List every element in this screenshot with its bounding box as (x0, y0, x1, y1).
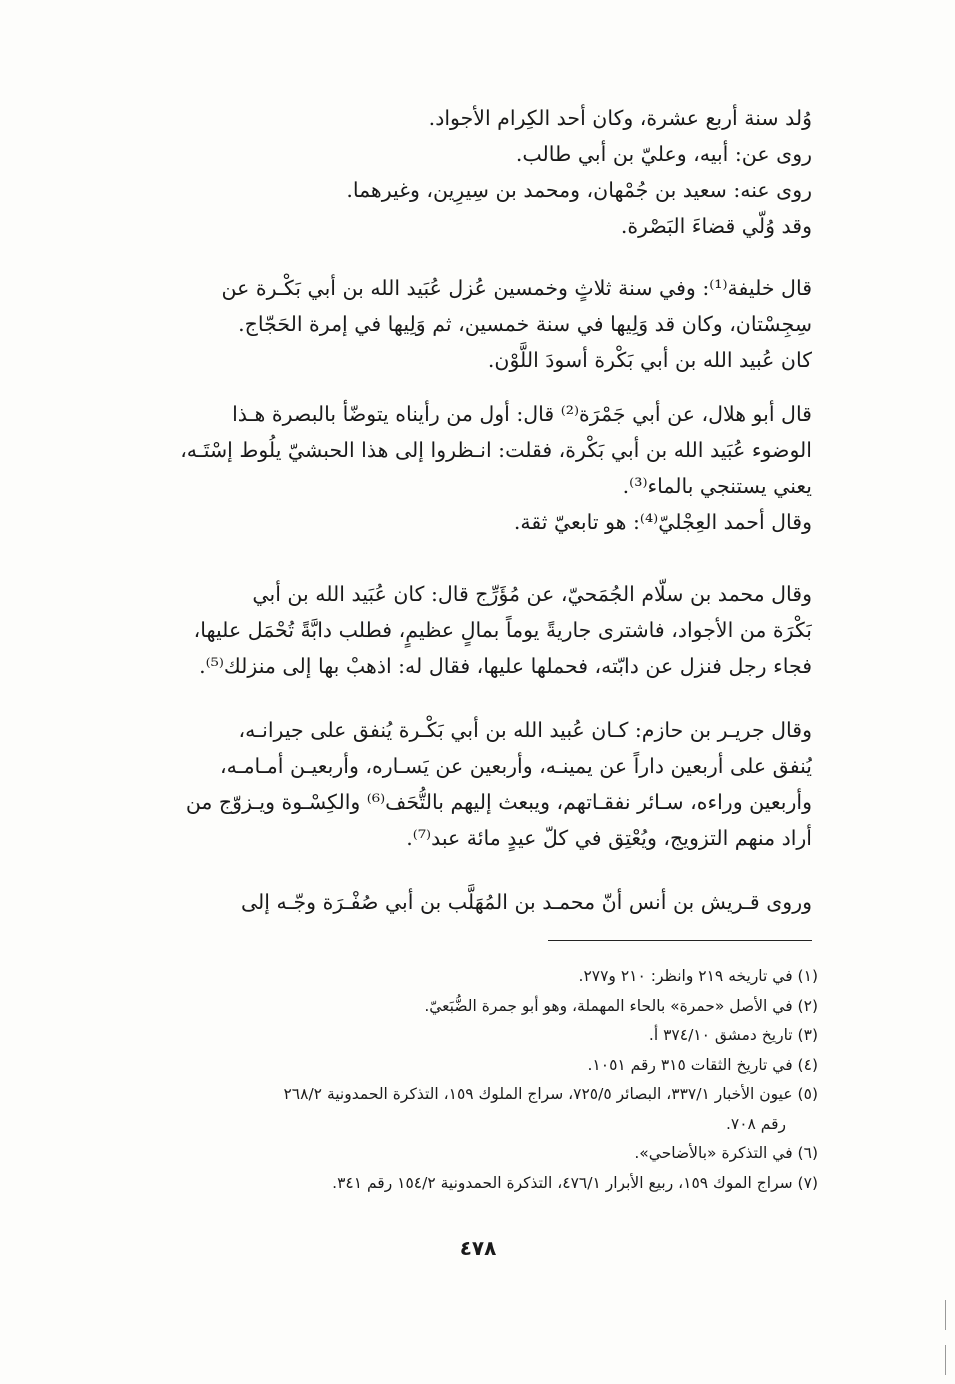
footnote-number: (٧) (797, 1173, 818, 1192)
footnote-7 (128, 1169, 818, 1199)
footnote-5 (128, 1080, 818, 1110)
text-line: وقال محمد بن سلّام الجُمَحيّ، عن مُؤَرِّج قال: كان عُبَيد الله بن أبي (252, 582, 812, 606)
scan-edge-mark (945, 1345, 946, 1375)
text-line: يُنفق على أربعين داراً عن يمينـه، وأربعين عن يَسـاره، وأربعيـن أمـامـه، (219, 754, 812, 778)
text-line: قال خليفة⁽¹⁾: وفي سنة ثلاثٍ وخمسين عُزل عُبَيد الله بن أبي بَكْـرة عن (221, 276, 812, 300)
footnote-number: (٢) (797, 996, 818, 1015)
text-line: وُلد سنة أربع عشرة، وكان أحد الكِرام الأجواد. (428, 106, 812, 130)
text-line: وروى قـريش بن أنس أنّ محمـد بن المُهَلَّب بن أبي صُفْـرَة وجّـه إلى (240, 890, 812, 914)
text-line: بَكْرَة من الأجواد، فاشترى جاريةً يوماً بمالٍ عظيمٍ، فطلب دابَّةً تُحْمَل عليها، (193, 618, 812, 642)
footnote-text: في الأصل «حمرة» بالحاء المهملة، وهو أبو جمرة الضُّبَعيّ. (424, 996, 793, 1015)
footnote-separator (548, 940, 812, 941)
footnote-1 (128, 962, 818, 992)
text-line: وقال جريـر بن حازم: كـان عُبيد الله بن أبي بَكْـرة يُنفق على جيرانـه، (238, 718, 812, 742)
footnote-4 (128, 1051, 818, 1081)
text-line: قال أبو هلال، عن أبي جَمْرَة⁽²⁾ قال: أول من رأيناه يتوضّأ بالبصرة هـذا (232, 402, 812, 426)
paragraph-5 (128, 712, 812, 856)
footnote-6 (128, 1139, 818, 1169)
footnote-number: (٦) (797, 1144, 818, 1162)
footnote-number: (٤) (797, 1055, 818, 1074)
text-line: روى عن: أبيه، وعليّ بن أبي طالب. (515, 142, 812, 166)
paragraph-2 (128, 270, 812, 378)
text-line: سِجِسْتان، وكان قد وَلِيها في سنة خمسين، ثم وَلِيها في إمرة الحَجّاج. (238, 312, 812, 336)
footnote-number: (٣) (797, 1026, 818, 1044)
footnote-5-continuation: رقم ٧٠٨. (725, 1114, 786, 1133)
paragraph-6 (128, 884, 812, 920)
text-line: وقال أحمد العِجْليّ⁽⁴⁾: هو تابعيّ ثقة. (513, 510, 812, 534)
text-line: الوضوء عُبَيد الله بن أبي بَكْرة، فقلت: انـظروا إلى هذا الحبشيّ يلُوط إسْتَـه، (180, 438, 812, 462)
footnote-number: (٥) (797, 1085, 818, 1103)
footnote-text: تاريخ دمشق ٣٧٤/١٠ أ. (648, 1026, 793, 1044)
page-number: ٤٧٨ (459, 1236, 497, 1260)
paragraph-4 (128, 576, 812, 684)
footnote-3 (128, 1021, 818, 1051)
footnote-number: (١) (797, 967, 818, 985)
scan-edge-mark (945, 1300, 946, 1330)
text-line: يعني يستنجي بالماء⁽³⁾. (622, 474, 812, 498)
footnote-text: في التذكرة «بالأضاحي». (634, 1144, 793, 1162)
text-line: روى عنه: سعيد بن جُمْهان، ومحمد بن سِيرِين، وغيرهما. (346, 178, 812, 202)
footnote-2 (128, 992, 818, 1022)
text-line: كان عُبيد الله بن أبي بَكْرة أسودَ اللَّوْن. (487, 348, 812, 372)
paragraph-1 (128, 100, 812, 244)
footnote-text: في تاريخه ٢١٩ وانظر: ٢١٠ و٢٧٧. (578, 967, 793, 985)
paragraph-3 (128, 396, 812, 540)
footnote-text: في تاريخ الثقات ٣١٥ رقم ١٠٥١. (587, 1055, 793, 1074)
footnote-text: سراج الموك ١٥٩، ربيع الأبرار ٤٧٦/١، التذكرة الحمدونية ١٥٤/٢ رقم ٣٤١. (332, 1173, 793, 1192)
text-line: وقد وُلّي قضاءَ البَصْرة. (620, 214, 812, 238)
text-line: وأربعين وراءه، سـائر نفقـاتهم، ويبعث إليهم بالتُّحَف⁽⁶⁾ والكِسْـوة ويـزوّج من (185, 790, 812, 814)
text-line: أراد منهم التزويج، ويُعْتِق في كلّ عيدٍ مائة عبد⁽⁷⁾. (406, 826, 812, 850)
footnotes (128, 962, 818, 1198)
footnote-text: عيون الأخبار ٣٣٧/١، البصائر ٧٢٥/٥، سراج الملوك ١٥٩، التذكرة الحمدونية ٢٦٨/٢ (283, 1085, 793, 1103)
text-line: فجاء رجل فنزل عن دابّته، فحملها عليها، فقال له: اذهبْ بها إلى منزلك⁽⁵⁾. (199, 654, 812, 678)
